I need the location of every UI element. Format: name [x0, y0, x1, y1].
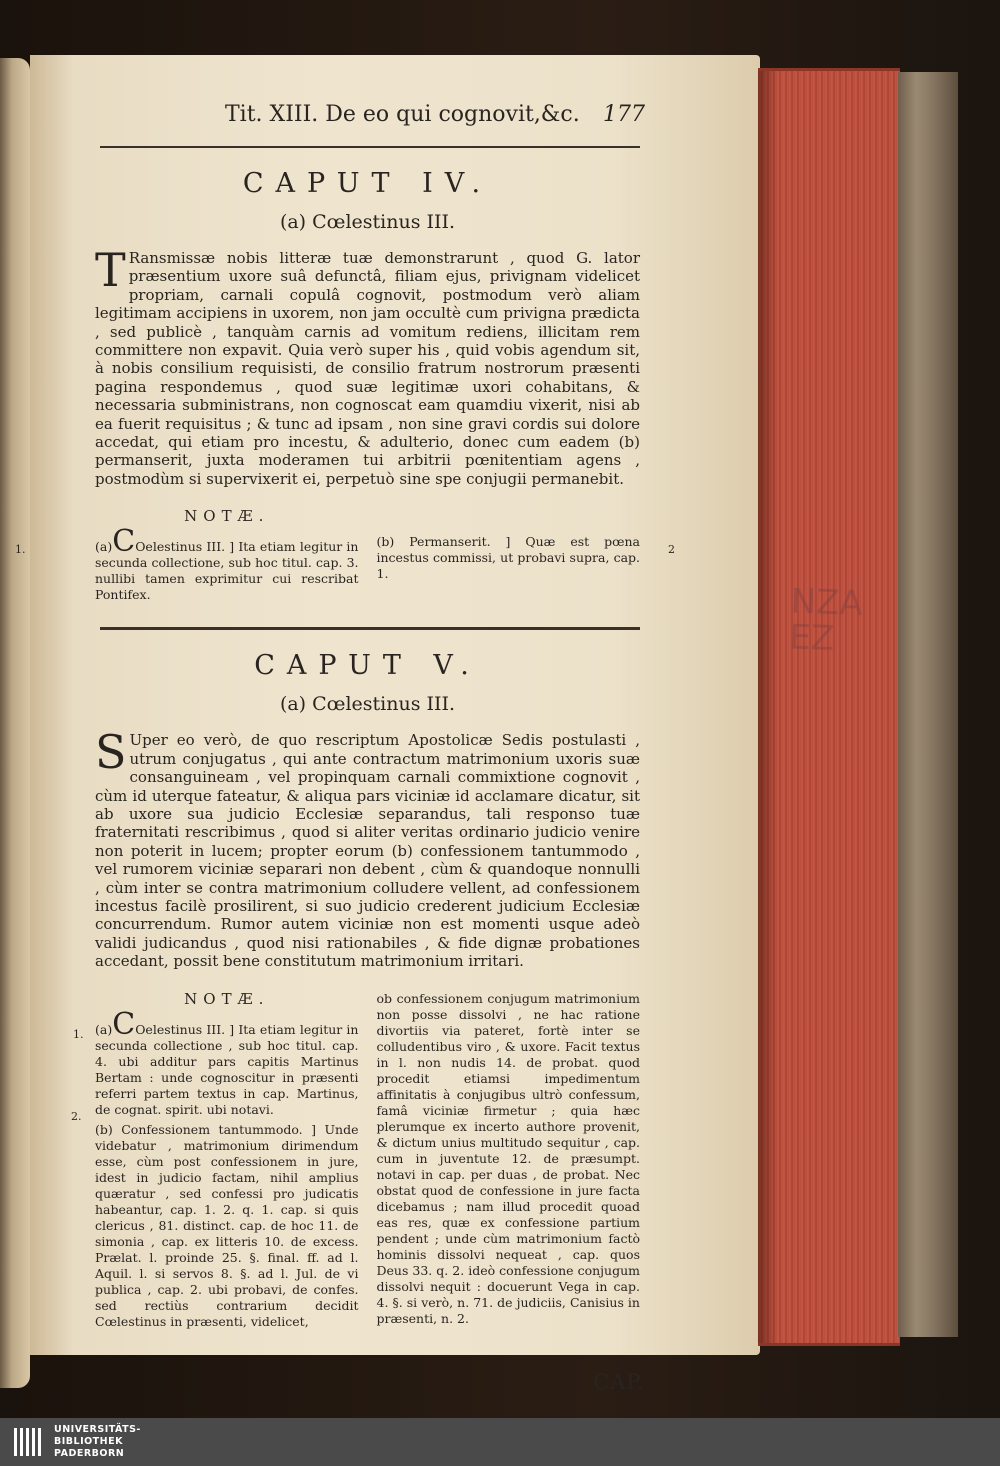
- notes-column-left: [95, 991, 359, 1334]
- notes-column-right: [377, 991, 641, 1334]
- chapter4-initial: T: [95, 243, 126, 297]
- notes-column-left: [95, 508, 359, 607]
- notes-column-right: [377, 508, 641, 607]
- note-b-continued: ob confessionem conjugum matrimonium non posse dissolvi , ne hac ratione divortiis via pateret, fortè inter se colludentibus viro , & uxore. Facit textus in l. non nudis 14. de probat. quod procedit etiamsi impedimentum affinitatis à conjugibus ultrò confessum, famâ viciniæ firmetur ; quia hæc plerumque ex incerto authore provenit, & dictum unius multitudo sequitur , cap. cum in juventute 12. de præsumpt. notavi in cap. per duas , de probat. Nec obstat quod de confessione in jure facta dicebamus ; nam illud procedit quoad eas res, quæ ex confessione partium pendent ; unde cùm matrimonium factò hominis dissolvi nequeat , cap. quos Deus 33. q. 2. ideò confessione conjugum dissolvi nequit : docuerunt Vega in cap. 4. §. si verò, n. 71. de judiciis, Canisius in præsenti, n. 2.: [376, 990, 640, 1326]
- library-logo-icon: [14, 1428, 46, 1456]
- chapter4-text: [95, 243, 640, 488]
- note-a: (a)COelestinus III. ] Ita etiam legitur in secunda collectione , sub hoc titul. cap. 4. ubi additur pars capitis Martinus Bertam : unde cognoscitur in præsenti referri partem textus in cap. Martinus, de cognat. spirit. ubi notavi.: [95, 1006, 359, 1117]
- notes-heading: NOTÆ.: [184, 507, 270, 526]
- page-header: [95, 100, 645, 142]
- note-b: (b) Permanserit. ] Quæ est pœna incestus commissi, ut probavi supra, cap. 1.: [376, 534, 640, 582]
- chapter4-notes: [15, 507, 675, 607]
- library-stamp: NZA EZ: [788, 581, 864, 659]
- chapter4-body: Ransmissæ nobis litteræ tuæ demonstrarunt , quod G. lator præsentium uxore suâ defunctâ, filiam ejus, privignam videlicet propriam, carnali copulâ cognovit, postmodum verò aliam legitimam accipiens in uxorem, non jam occultè cum privigna prædicta , sed publicè , tanquàm carnis ad vomitum rediens, illicitam rem committere non expavit. Quia verò super his , quid vobis agendum sit, à nobis consilium requisisti, de consilio fratrum nostrorum præsenti pagina respondemus , quod suæ legitimæ uxori cohabitans, & necessaria subministrans, non cognoscat eam quamdiu vixerit, nisi ab ea fuerit requisitus ; & tunc ad ipsam , non sine gravi cordis sui dolore accedat, qui etiam pro incestu, & adulterio, donec cum eadem (b) permanserit, juxta moderamen tui arbitrii pœnitentiam agens , postmodùm si supervixerit ei, perpetuò sine spe conjugii permanebit.: [95, 249, 640, 488]
- notes-heading: NOTÆ.: [184, 989, 270, 1008]
- note-b: (b) Confessionem tantummodo. ] Unde videbatur , matrimonium dirimendum esse, cùm post confessionem in jure, idest in judicio factam, nihil amplius quæratur , sed confessi pro judicatis habeantur, cap. 1. 2. q. 1. cap. si quis clericus , 81. distinct. cap. de hoc 11. de simonia , cap. ex litteris 10. de excess. Prælat. l. proinde 25. §. final. ff. ad l. Aquil. l. si servos 8. §. ad l. Jul. de vi publica , cap. 2. ubi probavi, de confes. sed rectiùs contrarium decidit Cœlestinus in præsenti, videlicet,: [95, 1121, 359, 1329]
- chapter5-text: [95, 725, 640, 971]
- left-page-edge: [0, 58, 30, 1388]
- running-title: Tit. XIII. De eo qui cognovit,&c.: [225, 102, 580, 127]
- chapter4-title: CAPUT IV.: [242, 168, 493, 199]
- chapter4-subtitle: (a) Cœlestinus III.: [279, 211, 456, 233]
- red-page-edges: [758, 68, 900, 1346]
- chapter5-initial: S: [95, 725, 127, 780]
- margin-note-number: 1.: [15, 543, 26, 557]
- margin-note-number: 2.: [71, 1109, 82, 1123]
- margin-note-number: 1.: [73, 1027, 84, 1041]
- chapter5-title: CAPUT V.: [254, 650, 481, 682]
- page-content: [15, 100, 675, 1410]
- chapter5-subtitle: (a) Cœlestinus III.: [279, 693, 456, 716]
- book-cover: [898, 72, 958, 1337]
- chapter5-body: Uper eo verò, de quo rescriptum Apostolicæ Sedis postulasti , utrum conjugatus , qui ante contractum matrimonium uxoris suæ consanguineam , vel propinquam carnali commixtione cognovit , cùm id uterque fateatur, & aliqua pars viciniæ id acclamare dicatur, sit ab uxore sua judicio Ecclesiæ separandus, tali responso tuæ fraternitati rescribimus , quod si aliter veritas ordinario judicio venire non poterit in lucem; propter eorum (b) confessionem tantummodo , vel rumorem viciniæ separari non debent , cùm & quandoque nonnulli , cùm inter se contra matrimonium colludere vellent, ad confessionem incestus facilè prosilirent, si suo judicio crederent judicium Ecclesiæ concurrendum. Rumor autem viciniæ non est momenti usque adeò validi judicandus , quod nisi rationabiles , & fide dignæ probationes accedant, possit bene constitutum matrimonium irritari.: [95, 731, 640, 971]
- margin-note-number: 2: [668, 543, 675, 557]
- page-number: 177: [603, 102, 645, 127]
- library-name: UNIVERSITÄTS- BIBLIOTHEK PADERBORN: [54, 1424, 141, 1459]
- catchword: CAP.: [593, 1369, 645, 1394]
- note-a: (a)COelestinus III. ] Ita etiam legitur in secunda collectione, sub hoc titul. cap. 3. nullibi tamen exprimitur cui rescribat Pontifex.: [95, 524, 359, 603]
- chapter5-notes: [71, 989, 640, 1334]
- header-rule: [100, 146, 640, 148]
- library-footer: [0, 1418, 1000, 1466]
- chapter-divider: [100, 627, 640, 630]
